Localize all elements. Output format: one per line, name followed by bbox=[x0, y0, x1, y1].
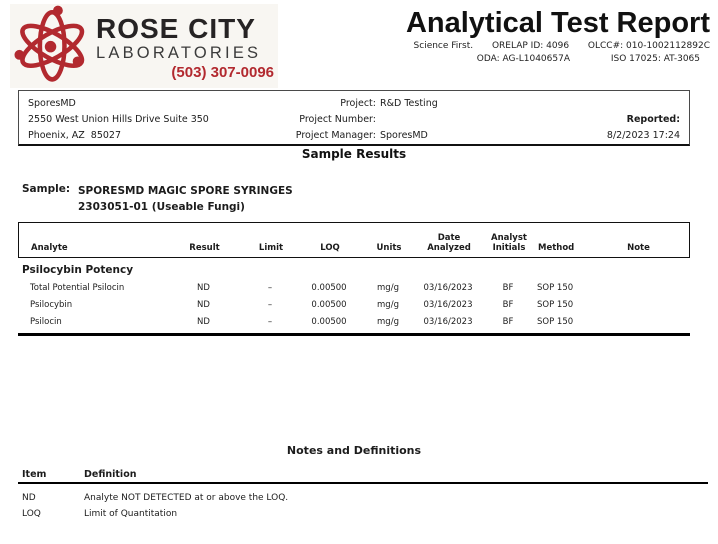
cell-loq: 0.00500 bbox=[311, 282, 347, 293]
sample-id: 2303051-01 (Useable Fungi) bbox=[78, 201, 245, 213]
col-header-analyte: Analyte bbox=[31, 242, 68, 253]
list-item bbox=[18, 490, 708, 506]
project-manager-label: Project Manager: bbox=[295, 130, 376, 141]
info-row-3 bbox=[28, 128, 680, 144]
cell-limit: – bbox=[267, 316, 273, 327]
notes-col-definition: Definition bbox=[84, 469, 137, 480]
col-header-note: Note bbox=[627, 242, 650, 253]
project-manager-value: SporesMD bbox=[380, 130, 428, 141]
cell-result: ND bbox=[197, 282, 210, 293]
logo-text bbox=[96, 4, 278, 81]
cell-method: SOP 150 bbox=[537, 282, 574, 293]
sample-name: SPORESMD MAGIC SPORE SYRINGES bbox=[78, 185, 293, 197]
reported-label: Reported: bbox=[626, 114, 680, 125]
client-name: SporesMD bbox=[28, 98, 76, 109]
table-row bbox=[18, 279, 690, 296]
cell-result: ND bbox=[197, 299, 210, 310]
col-header-result: Result bbox=[189, 242, 220, 253]
cell-units: mg/g bbox=[377, 316, 399, 327]
cell-units: mg/g bbox=[377, 299, 399, 310]
project-value: R&D Testing bbox=[380, 98, 438, 109]
info-row-1 bbox=[28, 96, 680, 112]
table-bottom-rule bbox=[18, 333, 690, 336]
lab-logo bbox=[10, 4, 278, 88]
project-number-label: Project Number: bbox=[299, 114, 376, 125]
results-table-header bbox=[18, 222, 690, 258]
cell-loq: 0.00500 bbox=[311, 299, 347, 310]
sample-identification bbox=[22, 183, 293, 215]
notes-col-item: Item bbox=[22, 469, 47, 480]
cell-limit: – bbox=[267, 299, 273, 310]
results-table bbox=[18, 222, 690, 336]
col-header-limit: Limit bbox=[258, 242, 284, 253]
oda-number: ODA: AG-L1040657A bbox=[476, 54, 570, 64]
report-header bbox=[290, 6, 710, 66]
info-right-spacer bbox=[550, 96, 680, 112]
col-header-date-analyzed: Date Analyzed bbox=[427, 233, 471, 253]
cell-loq: 0.00500 bbox=[311, 316, 347, 327]
col-header-loq: LOQ bbox=[320, 242, 340, 253]
cell-date-analyzed: 03/16/2023 bbox=[423, 282, 473, 293]
credentials-line-2 bbox=[290, 53, 710, 66]
section-title-notes: Notes and Definitions bbox=[286, 444, 422, 457]
logo-name-top: ROSE CITY bbox=[96, 13, 256, 44]
table-row bbox=[18, 296, 690, 313]
cell-date-analyzed: 03/16/2023 bbox=[423, 299, 473, 310]
cell-analyte: Psilocybin bbox=[30, 299, 73, 310]
notes-table-body bbox=[18, 484, 708, 522]
project-number-value bbox=[376, 112, 550, 128]
col-header-method: Method bbox=[538, 242, 575, 253]
list-item bbox=[18, 506, 708, 522]
client-project-info-box bbox=[18, 90, 690, 146]
category-psilocybin-potency: Psilocybin Potency bbox=[22, 264, 134, 276]
cell-analyst-initials: BF bbox=[502, 316, 514, 327]
cell-analyst-initials: BF bbox=[502, 299, 514, 310]
page-title: Analytical Test Report bbox=[405, 7, 710, 39]
note-definition: Limit of Quantitation bbox=[84, 509, 178, 519]
section-title-sample-results: Sample Results bbox=[301, 147, 407, 161]
note-item: LOQ bbox=[22, 509, 41, 519]
cell-date-analyzed: 03/16/2023 bbox=[423, 316, 473, 327]
cell-units: mg/g bbox=[377, 282, 399, 293]
col-header-units: Units bbox=[376, 242, 402, 253]
client-address-line2: Phoenix, AZ 85027 bbox=[28, 130, 121, 141]
cell-limit: – bbox=[267, 282, 273, 293]
note-item: ND bbox=[22, 493, 36, 503]
sample-lines bbox=[78, 183, 293, 215]
info-row-2 bbox=[28, 112, 680, 128]
atom-icon bbox=[10, 4, 96, 86]
client-address-line1: 2550 West Union Hills Drive Suite 350 bbox=[28, 114, 209, 125]
notes-table bbox=[18, 469, 708, 522]
cell-analyte: Psilocin bbox=[30, 316, 62, 327]
tagline: Science First. bbox=[413, 41, 474, 51]
cell-method: SOP 150 bbox=[537, 316, 574, 327]
lab-phone: (503) 307-0096 bbox=[171, 64, 274, 81]
col-header-analyst-initials: Analyst Initials bbox=[491, 233, 527, 253]
credentials-line-1 bbox=[290, 40, 710, 53]
notes-table-header bbox=[18, 469, 708, 484]
project-label: Project: bbox=[340, 98, 376, 109]
logo-name-bottom: LABORATORIES bbox=[96, 44, 262, 62]
note-definition: Analyte NOT DETECTED at or above the LOQ. bbox=[84, 493, 289, 503]
table-row bbox=[18, 313, 690, 330]
cell-analyst-initials: BF bbox=[502, 282, 514, 293]
olcc-number: OLCC#: 010-1002112892C bbox=[587, 41, 710, 51]
iso-number: ISO 17025: AT-3065 bbox=[610, 54, 700, 64]
cell-analyte: Total Potential Psilocin bbox=[30, 282, 125, 293]
cell-method: SOP 150 bbox=[537, 299, 574, 310]
cell-result: ND bbox=[197, 316, 210, 327]
reported-value: 8/2/2023 17:24 bbox=[606, 130, 680, 141]
orelap-id: ORELAP ID: 4096 bbox=[491, 41, 570, 51]
sample-label: Sample: bbox=[22, 183, 71, 195]
